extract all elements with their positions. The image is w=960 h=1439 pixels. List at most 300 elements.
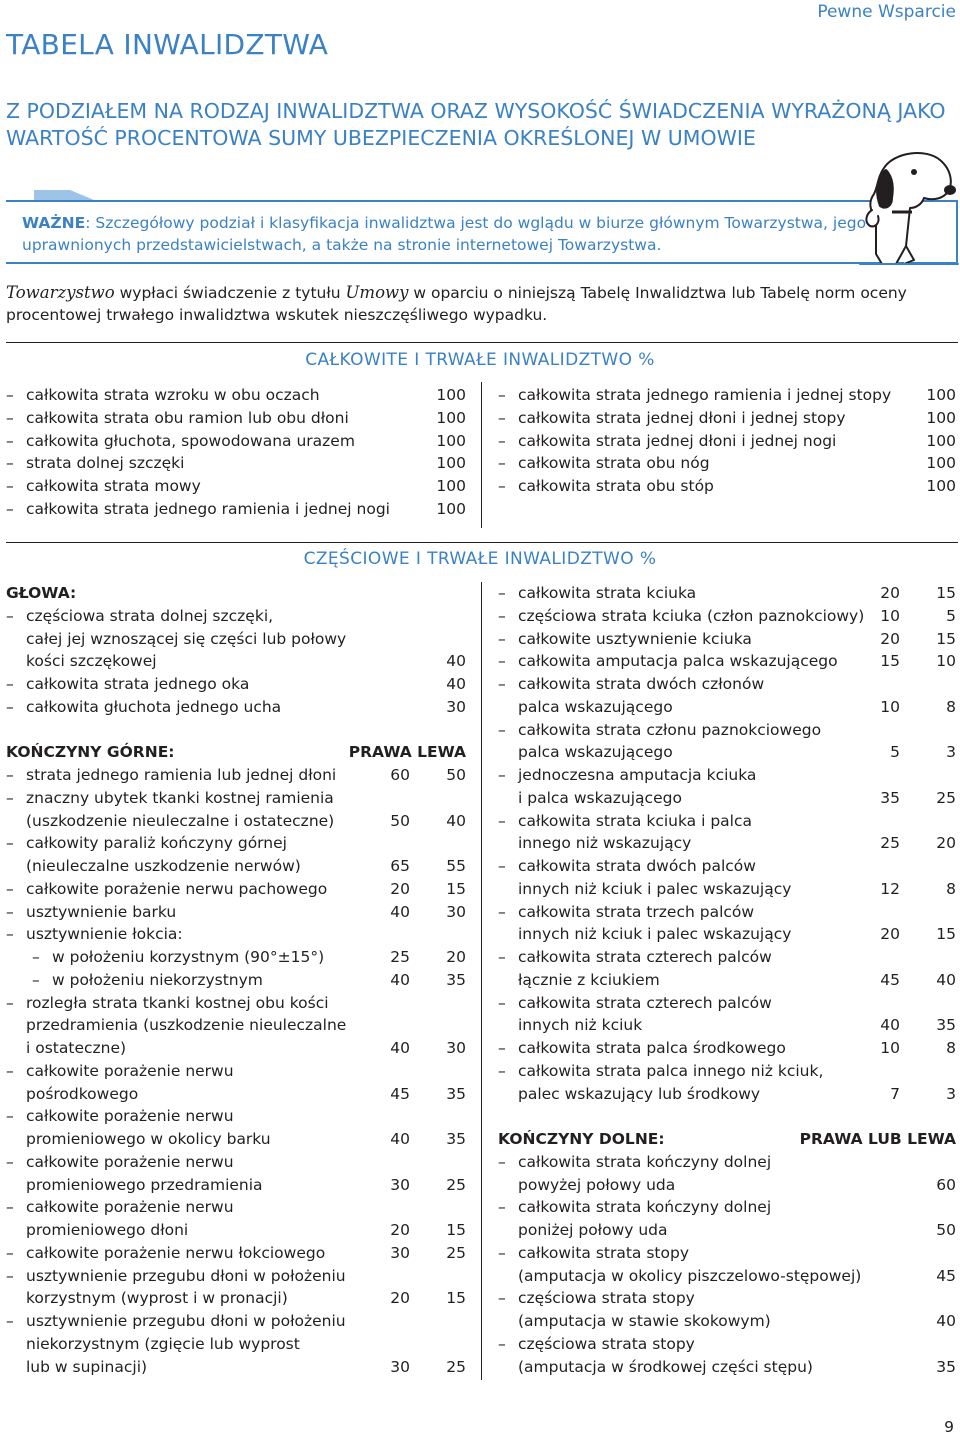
row-value-left: 30 xyxy=(446,902,466,921)
table-row xyxy=(6,1151,466,1174)
row-label: promieniowego dłoni xyxy=(26,1221,189,1239)
row-value-right: 45 xyxy=(880,970,900,989)
dash-bullet: – xyxy=(6,1198,14,1217)
dash-bullet: – xyxy=(6,1312,14,1330)
row-value-right: 35 xyxy=(880,788,900,807)
table-row xyxy=(498,901,956,924)
notice-text xyxy=(22,212,902,256)
category-heading xyxy=(6,741,466,764)
row-value-left: 8 xyxy=(946,1039,956,1057)
row-value-left: 15 xyxy=(446,1221,466,1239)
row-value-right: 60 xyxy=(936,1175,956,1194)
row-value-left: 25 xyxy=(446,1175,466,1194)
intro-word-towarzystwo: Towarzystwo xyxy=(6,283,115,302)
dash-bullet: – xyxy=(498,477,506,495)
table-row xyxy=(498,719,956,742)
row-value-right: 10 xyxy=(880,697,900,716)
row-value-left: 35 xyxy=(446,1084,466,1103)
dash-bullet: – xyxy=(6,1266,14,1285)
row-label: całkowita strata jednego oka xyxy=(26,675,250,693)
row-value-right: 20 xyxy=(880,629,900,648)
table-row xyxy=(6,969,466,992)
row-value-right: 40 xyxy=(936,1312,956,1330)
row-value-left: 3 xyxy=(946,743,956,762)
row-value-right: 30 xyxy=(390,1357,410,1376)
table-row xyxy=(498,992,956,1015)
row-value-right: 20 xyxy=(880,925,900,944)
table-row xyxy=(498,673,956,696)
row-value-right: 5 xyxy=(890,743,900,762)
row-label: korzystnym (wyprost i w pronacji) xyxy=(26,1289,288,1308)
row-label: i palca wskazującego xyxy=(518,788,682,807)
dash-bullet: – xyxy=(6,993,14,1012)
dash-bullet: – xyxy=(6,902,14,921)
row-value-right: 40 xyxy=(446,652,466,671)
row-label: całkowita głuchota jednego ucha xyxy=(26,697,282,716)
row-label: częściowa strata stopy xyxy=(518,1334,695,1353)
row-value-right: 50 xyxy=(390,811,410,830)
row-value-right: 45 xyxy=(390,1084,410,1103)
row-label: całkowita strata dwóch palców xyxy=(518,857,756,875)
row-value-left: 15 xyxy=(446,1289,466,1308)
row-value-right: 40 xyxy=(390,1039,410,1057)
partial-right-column xyxy=(498,582,956,1378)
table-row xyxy=(6,901,466,924)
intro-text-2: w oparciu o niniejszą Tabelę Inwalidztwa lub Tabelę norm oceny procentowej trwałego inwalidztwa wskutek nieszczęśliwego wypadku. xyxy=(6,284,907,324)
row-value-right: 100 xyxy=(926,477,956,495)
brand-name: Pewne Wsparcie xyxy=(817,2,956,22)
row-value-left: 35 xyxy=(936,1016,956,1035)
row-value-right: 100 xyxy=(926,454,956,473)
dash-bullet: – xyxy=(498,629,506,648)
dash-bullet: – xyxy=(6,1107,14,1126)
row-label: całkowita strata trzech palców xyxy=(518,902,755,921)
dash-bullet: – xyxy=(6,925,14,944)
row-label: całkowita strata obu stóp xyxy=(518,477,714,495)
table-row xyxy=(6,832,466,855)
row-label: całkowite porażenie nerwu łokciowego xyxy=(26,1243,326,1262)
row-value-left: 30 xyxy=(446,1039,466,1057)
table-row xyxy=(6,1060,466,1083)
row-label: całkowita strata kciuka xyxy=(518,584,697,602)
dash-bullet: – xyxy=(498,652,506,671)
row-value-right: 100 xyxy=(436,386,466,404)
row-label: lub w supinacji) xyxy=(26,1357,148,1376)
table-row xyxy=(498,1265,956,1288)
row-label: całkowita strata palca środkowego xyxy=(518,1039,786,1057)
table-row xyxy=(6,946,466,969)
row-label: całkowita strata obu ramion lub obu dłoni xyxy=(26,408,349,427)
dash-bullet: – xyxy=(498,584,506,602)
row-value-right: 40 xyxy=(390,902,410,921)
row-label: całkowite porażenie nerwu xyxy=(26,1107,234,1126)
table-row xyxy=(6,1014,466,1037)
row-value-right: 100 xyxy=(436,477,466,495)
table-row xyxy=(6,1219,466,1242)
row-value-right: 25 xyxy=(390,948,410,966)
row-label: (amputacja w okolicy piszczelowo-stępowej) xyxy=(518,1266,862,1285)
dash-bullet: – xyxy=(6,499,14,518)
dash-bullet: – xyxy=(6,697,14,716)
dash-bullet: – xyxy=(32,948,40,966)
row-label: całkowite porażenie nerwu pachowego xyxy=(26,879,328,898)
row-label: całkowita strata obu nóg xyxy=(518,454,710,473)
table-row xyxy=(498,696,956,719)
row-label: całkowita strata jednego ramienia i jednej nogi xyxy=(26,499,390,518)
row-label: całkowita strata wzroku w obu oczach xyxy=(26,386,320,404)
row-value-right: 20 xyxy=(390,879,410,898)
partial-left-column xyxy=(6,582,466,1378)
row-label: łącznie z kciukiem xyxy=(518,970,660,989)
dash-bullet: – xyxy=(32,970,40,989)
table-row xyxy=(498,810,956,833)
dash-bullet: – xyxy=(498,1039,506,1057)
table-row xyxy=(498,787,956,810)
row-label: innych niż kciuk i palec wskazujący xyxy=(518,879,792,898)
dash-bullet: – xyxy=(6,766,14,784)
row-value-right: 7 xyxy=(890,1084,900,1103)
row-label: palca wskazującego xyxy=(518,697,673,716)
row-value-right: 100 xyxy=(436,408,466,427)
row-label: palec wskazujący lub środkowy xyxy=(518,1084,761,1103)
row-value-right: 30 xyxy=(446,697,466,716)
notice-label: WAŻNE xyxy=(22,214,86,232)
row-value-right: 100 xyxy=(436,499,466,518)
table-row xyxy=(498,1174,956,1197)
row-label: całkowita strata czterech palców xyxy=(518,993,772,1012)
intro-paragraph xyxy=(6,282,958,326)
row-label: całkowite porażenie nerwu xyxy=(26,1198,234,1217)
row-label: promieniowego przedramienia xyxy=(26,1175,263,1194)
row-label: usztywnienie przegubu dłoni w położeniu xyxy=(26,1312,346,1330)
dash-bullet: – xyxy=(498,902,506,921)
row-label: promieniowego w okolicy barku xyxy=(26,1130,271,1148)
table-row xyxy=(6,673,466,696)
table-row xyxy=(6,1242,466,1265)
row-label: całkowita strata członu paznokciowego xyxy=(518,720,822,739)
row-value-left: 8 xyxy=(946,879,956,898)
row-value-right: 65 xyxy=(390,857,410,875)
section-divider xyxy=(6,342,958,343)
row-label: w położeniu niekorzystnym xyxy=(52,970,263,989)
page-number: 9 xyxy=(944,1418,954,1436)
total-right-column xyxy=(498,384,956,498)
row-value-left: 35 xyxy=(446,1130,466,1148)
spacer xyxy=(498,1105,956,1128)
row-value-left: 15 xyxy=(936,629,956,648)
table-row xyxy=(6,1356,466,1379)
row-value-left: 15 xyxy=(936,584,956,602)
row-label: jednoczesna amputacja kciuka xyxy=(518,766,757,784)
dash-bullet: – xyxy=(498,454,506,473)
category-label: GŁOWA: xyxy=(6,584,77,602)
table-row xyxy=(6,628,466,651)
table-row xyxy=(498,1014,956,1037)
row-label: całkowita strata mowy xyxy=(26,477,201,495)
table-row xyxy=(498,1083,956,1106)
table-row xyxy=(498,1333,956,1356)
dash-bullet: – xyxy=(6,477,14,495)
dash-bullet: – xyxy=(6,788,14,807)
row-label: całkowita strata jednego ramienia i jednej stopy xyxy=(518,386,892,404)
category-label: KOŃCZYNY DOLNE: xyxy=(498,1130,665,1148)
row-label: całkowita głuchota, spowodowana urazem xyxy=(26,431,355,450)
table-row xyxy=(6,764,466,787)
row-value-right: 40 xyxy=(390,970,410,989)
row-value-right: 45 xyxy=(936,1266,956,1285)
row-label: całkowity paraliż kończyny górnej xyxy=(26,834,287,853)
row-value-left: 20 xyxy=(446,948,466,966)
row-label: całkowite usztywnienie kciuka xyxy=(518,629,752,648)
table-row xyxy=(498,407,956,430)
row-label: (nieuleczalne uszkodzenie nerwów) xyxy=(26,857,301,875)
section-title-total: CAŁKOWITE I TRWAŁE INWALIDZTWO % xyxy=(305,350,655,370)
row-value-right: 30 xyxy=(390,1243,410,1262)
row-label: usztywnienie przegubu dłoni w położeniu xyxy=(26,1266,346,1285)
table-row xyxy=(498,946,956,969)
table-row xyxy=(498,605,956,628)
table-row xyxy=(6,498,466,521)
dash-bullet: – xyxy=(498,1198,506,1217)
row-value-left: 25 xyxy=(446,1357,466,1376)
snoopy-illustration-icon xyxy=(856,146,960,268)
row-value-right: 25 xyxy=(880,834,900,853)
table-row xyxy=(498,1060,956,1083)
row-label: przedramienia (uszkodzenie nieuleczalne xyxy=(26,1016,347,1035)
row-value-left: 15 xyxy=(936,925,956,944)
column-divider xyxy=(481,382,482,528)
row-label: i ostateczne) xyxy=(26,1039,127,1057)
table-row xyxy=(6,696,466,719)
row-value-right: 100 xyxy=(926,408,956,427)
row-label: innych niż kciuk xyxy=(518,1016,643,1035)
row-value-right: 100 xyxy=(436,454,466,473)
table-row xyxy=(498,384,956,407)
dash-bullet: – xyxy=(498,1334,506,1353)
category-heading xyxy=(6,582,466,605)
row-label: znaczny ubytek tkanki kostnej ramienia xyxy=(26,788,334,807)
row-value-right: 30 xyxy=(390,1175,410,1194)
row-label: poniżej połowy uda xyxy=(518,1221,668,1239)
dash-bullet: – xyxy=(6,879,14,898)
table-row xyxy=(6,605,466,628)
row-label: palca wskazującego xyxy=(518,743,673,762)
dash-bullet: – xyxy=(498,431,506,450)
table-row xyxy=(6,787,466,810)
table-row xyxy=(6,878,466,901)
row-label: (amputacja w stawie skokowym) xyxy=(518,1312,771,1330)
dash-bullet: – xyxy=(6,1243,14,1262)
table-row xyxy=(498,452,956,475)
row-value-left: 55 xyxy=(446,857,466,875)
row-value-left: 5 xyxy=(946,606,956,625)
row-label: całkowita strata jednej dłoni i jednej nogi xyxy=(518,431,837,450)
dash-bullet: – xyxy=(498,606,506,625)
table-row xyxy=(6,384,466,407)
table-row xyxy=(6,407,466,430)
table-row xyxy=(6,1287,466,1310)
dash-bullet: – xyxy=(6,1061,14,1080)
row-value-left: 8 xyxy=(946,697,956,716)
row-label: innych niż kciuk i palec wskazujący xyxy=(518,925,792,944)
row-label: niekorzystnym (zgięcie lub wyprost xyxy=(26,1334,300,1353)
row-value-right: 100 xyxy=(436,431,466,450)
row-value-left: 40 xyxy=(446,811,466,830)
table-row xyxy=(498,1151,956,1174)
table-row xyxy=(6,1174,466,1197)
row-label: całkowita strata stopy xyxy=(518,1243,689,1262)
row-value-right: 100 xyxy=(926,386,956,404)
dash-bullet: – xyxy=(6,606,14,625)
section-divider xyxy=(6,542,958,543)
row-label: częściowa strata stopy xyxy=(518,1289,695,1308)
table-row xyxy=(498,650,956,673)
dash-bullet: – xyxy=(6,386,14,404)
table-row xyxy=(498,855,956,878)
dash-bullet: – xyxy=(498,811,506,830)
table-row xyxy=(498,764,956,787)
row-label: całkowite porażenie nerwu xyxy=(26,1061,234,1080)
row-value-right: 40 xyxy=(390,1130,410,1148)
table-row xyxy=(498,628,956,651)
row-label: usztywnienie łokcia: xyxy=(26,925,183,944)
row-value-right: 40 xyxy=(446,675,466,693)
table-row xyxy=(498,1219,956,1242)
row-value-right: 10 xyxy=(880,606,900,625)
table-row xyxy=(6,1083,466,1106)
row-value-left: 25 xyxy=(446,1243,466,1262)
row-value-right: 50 xyxy=(936,1221,956,1239)
dash-bullet: – xyxy=(498,1243,506,1262)
dash-bullet: – xyxy=(498,1152,506,1171)
table-row xyxy=(6,855,466,878)
table-row xyxy=(6,1105,466,1128)
dash-bullet: – xyxy=(6,408,14,427)
row-value-right: 15 xyxy=(880,652,900,671)
dash-bullet: – xyxy=(6,454,14,473)
dash-bullet: – xyxy=(498,766,506,784)
table-row xyxy=(498,1242,956,1265)
dash-bullet: – xyxy=(498,857,506,875)
page-subtitle: Z PODZIAŁEM NA RODZAJ INWALIDZTWA ORAZ WYSOKOŚĆ ŚWIADCZENIA WYRAŻONĄ JAKO WARTOŚĆ PROCENTOWA SUMY UBEZPIECZENIA OKREŚLONEJ W UMOWIE xyxy=(6,99,946,150)
row-value-left: 40 xyxy=(936,970,956,989)
table-row xyxy=(498,969,956,992)
dash-bullet: – xyxy=(498,720,506,739)
row-value-left: 50 xyxy=(446,766,466,784)
category-column-header: PRAWA LUB LEWA xyxy=(799,1130,956,1148)
row-value-right: 40 xyxy=(880,1016,900,1035)
table-row xyxy=(6,475,466,498)
row-value-right: 10 xyxy=(880,1039,900,1057)
row-value-right: 35 xyxy=(936,1357,956,1376)
row-label: całkowita amputacja palca wskazującego xyxy=(518,652,838,671)
dash-bullet: – xyxy=(498,948,506,966)
row-value-left: 20 xyxy=(936,834,956,853)
dash-bullet: – xyxy=(6,1152,14,1171)
table-row xyxy=(498,1196,956,1219)
table-row xyxy=(498,878,956,901)
row-value-right: 100 xyxy=(926,431,956,450)
dash-bullet: – xyxy=(6,431,14,450)
row-value-right: 60 xyxy=(390,766,410,784)
row-label: całkowita strata jednej dłoni i jednej stopy xyxy=(518,408,846,427)
notice-body: : Szczegółowy podział i klasyfikacja inwalidztwa jest do wglądu w biurze głównym Towarzystwa, jego uprawnionych przedstawicielstwach, a także na stronie internetowej Towarzystwa. xyxy=(22,214,867,254)
row-label: całkowita strata kończyny dolnej xyxy=(518,1198,772,1217)
row-label: (uszkodzenie nieuleczalne i ostateczne) xyxy=(26,811,335,830)
table-row xyxy=(498,1037,956,1060)
row-value-right: 12 xyxy=(880,879,900,898)
row-value-left: 3 xyxy=(946,1084,956,1103)
dash-bullet: – xyxy=(6,675,14,693)
row-label: rozległa strata tkanki kostnej obu kości xyxy=(26,993,329,1012)
row-value-right: 20 xyxy=(880,584,900,602)
intro-word-umowy: Umowy xyxy=(345,283,409,302)
dash-bullet: – xyxy=(6,834,14,853)
dash-bullet: – xyxy=(498,993,506,1012)
row-label: częściowa strata dolnej szczęki, xyxy=(26,606,274,625)
row-label: całkowite porażenie nerwu xyxy=(26,1152,234,1171)
row-label: całej jej wznoszącej się części lub połowy xyxy=(26,629,347,648)
table-row xyxy=(498,1310,956,1333)
category-label: KOŃCZYNY GÓRNE: xyxy=(6,743,175,762)
table-row xyxy=(498,741,956,764)
table-row xyxy=(6,650,466,673)
row-value-right: 20 xyxy=(390,1289,410,1308)
row-label: całkowita strata palca innego niż kciuk, xyxy=(518,1061,824,1080)
table-row xyxy=(498,430,956,453)
row-label: (amputacja w środkowej części stępu) xyxy=(518,1357,813,1376)
table-row xyxy=(6,1310,466,1333)
table-row xyxy=(6,1196,466,1219)
row-label: całkowita strata kciuka i palca xyxy=(518,811,752,830)
intro-text-1: wypłaci świadczenie z tytułu xyxy=(114,284,346,302)
category-heading xyxy=(498,1128,956,1151)
row-label: strata jednego ramienia lub jednej dłoni xyxy=(26,766,337,784)
row-label: usztywnienie barku xyxy=(26,902,177,921)
table-row xyxy=(6,1333,466,1356)
table-row xyxy=(6,810,466,833)
table-row xyxy=(498,1287,956,1310)
dash-bullet: – xyxy=(498,1289,506,1308)
row-label: kości szczękowej xyxy=(26,652,157,671)
row-label: całkowita strata czterech palców xyxy=(518,948,772,966)
dash-bullet: – xyxy=(498,1061,506,1080)
table-row xyxy=(498,582,956,605)
dash-bullet: – xyxy=(498,408,506,427)
row-label: innego niż wskazujący xyxy=(518,834,692,853)
row-label: całkowita strata dwóch członów xyxy=(518,675,765,693)
table-row xyxy=(6,1128,466,1151)
table-row xyxy=(6,452,466,475)
row-label: w położeniu korzystnym (90°±15°) xyxy=(52,948,325,966)
notice-tab xyxy=(34,190,94,200)
column-divider xyxy=(481,582,482,1380)
row-label: strata dolnej szczęki xyxy=(26,454,185,473)
row-value-left: 15 xyxy=(446,879,466,898)
table-row xyxy=(6,1265,466,1288)
table-row xyxy=(498,1356,956,1379)
table-row xyxy=(6,1037,466,1060)
spacer xyxy=(6,719,466,742)
row-label: częściowa strata kciuka (człon paznokciowy) xyxy=(518,606,865,625)
total-left-column xyxy=(6,384,466,521)
table-row xyxy=(6,430,466,453)
page-title: TABELA INWALIDZTWA xyxy=(6,28,329,61)
table-row xyxy=(498,832,956,855)
table-row xyxy=(6,992,466,1015)
table-row xyxy=(498,475,956,498)
section-title-partial: CZĘŚCIOWE I TRWAŁE INWALIDZTWO % xyxy=(303,549,657,569)
